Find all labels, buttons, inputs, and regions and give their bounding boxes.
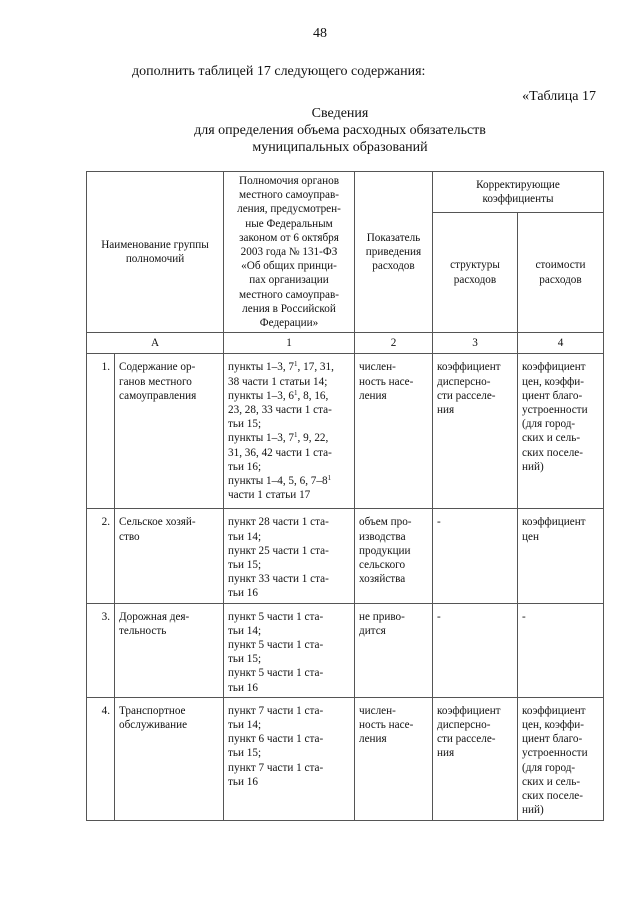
header-group-name — [87, 172, 224, 333]
index-cell: 4 — [518, 333, 604, 354]
text-line: Федерации» — [259, 317, 319, 330]
text-line: (для город- — [522, 761, 576, 774]
text-line: устроенности — [522, 404, 588, 417]
row-structure-coef — [433, 697, 518, 820]
text-line: Полномочия органов — [238, 175, 340, 187]
row-name — [115, 354, 224, 509]
text-line: числен- — [359, 361, 396, 374]
text-line: ления — [359, 389, 387, 402]
row-cost-coef — [518, 697, 604, 820]
text-line: тьи 16 — [228, 681, 258, 694]
text-line: расходов — [372, 260, 415, 273]
text-line: пункт 6 части 1 ста- — [228, 733, 324, 746]
text-line: коэффициент — [522, 516, 586, 529]
text-line: тьи 16 — [228, 587, 258, 600]
text-line: Наименование группы — [101, 238, 209, 251]
table-title — [0, 105, 640, 156]
text-line: дится — [359, 624, 386, 637]
text-line: цен, коэффи- — [522, 375, 585, 388]
text-line: пункт 7 части 1 ста- — [228, 761, 324, 774]
row-structure-coef — [433, 509, 518, 603]
index-cell: 1 — [224, 333, 355, 354]
title-line: для определения объема расходных обязательств — [194, 123, 486, 138]
text-line: обслуживание — [119, 719, 188, 732]
text-line: Транспортное — [119, 704, 186, 717]
text-line: стоимости — [535, 259, 586, 272]
text-line: ления — [359, 733, 387, 746]
text-line: пункт 5 части 1 ста- — [228, 639, 324, 652]
text-line: циент благо- — [522, 733, 583, 746]
text-line: пункт 25 части 1 ста- — [228, 544, 329, 557]
text-line: хозяйства — [359, 573, 406, 586]
text-line: тьи 14; — [228, 624, 262, 637]
header-indicator — [355, 172, 433, 333]
table-reference: «Таблица 17 — [522, 89, 596, 104]
text-line: ления, предусмотрен- — [237, 203, 341, 216]
row-structure-coef — [433, 354, 518, 509]
text-line: законом от 6 октября — [239, 231, 339, 244]
text-line: ганов местного — [119, 375, 192, 388]
index-cell: 2 — [355, 333, 433, 354]
row-cost-coef — [518, 603, 604, 697]
row-name — [115, 509, 224, 603]
text-line: Дорожная дея- — [119, 610, 190, 623]
text-line: ные Федеральным — [245, 217, 333, 230]
text-line: - — [522, 610, 526, 623]
text-line: ность насе- — [359, 719, 414, 732]
text-line: ских и сель- — [522, 432, 581, 445]
text-line: дисперсно- — [437, 375, 491, 388]
text-line: циент благо- — [522, 389, 583, 402]
row-name — [115, 603, 224, 697]
row-indicator — [355, 354, 433, 509]
text-line: ний) — [522, 804, 544, 817]
row-powers — [224, 603, 355, 697]
text-line: тьи 14; — [228, 530, 262, 543]
text-line: тьи 14; — [228, 719, 262, 732]
header-structure — [433, 213, 518, 333]
text-line: тьи 15; — [228, 559, 262, 572]
index-cell: А — [87, 333, 224, 354]
title-line: Сведения — [311, 106, 369, 121]
text-line: не приво- — [359, 610, 405, 623]
text-line: цен, коэффи- — [522, 719, 585, 732]
text-line: тьи 15; — [228, 653, 262, 666]
text-line: ния — [437, 747, 455, 760]
text-line: расходов — [539, 273, 582, 286]
text-line: пункт 5 части 1 ста- — [228, 667, 324, 680]
table-row — [87, 697, 604, 820]
row-name — [115, 697, 224, 820]
header-powers — [224, 172, 355, 333]
text-line: коэффициенты — [482, 193, 554, 205]
row-powers — [224, 509, 355, 603]
text-line: «Об общих принци- — [241, 260, 337, 273]
index-cell: 3 — [433, 333, 518, 354]
text-line: пункт 33 части 1 ста- — [228, 573, 329, 586]
table-row — [87, 603, 604, 697]
row-number: 3. — [87, 603, 115, 697]
text-line: ния — [437, 404, 455, 417]
row-powers — [224, 697, 355, 820]
text-line: тельность — [119, 624, 167, 637]
row-number: 4. — [87, 697, 115, 820]
row-number: 2. — [87, 509, 115, 603]
text-line: самоуправления — [119, 389, 197, 402]
header-cost — [518, 213, 604, 333]
table-row — [87, 354, 604, 509]
header-coefficients — [433, 172, 604, 213]
text-line: коэффициент — [522, 704, 586, 717]
text-line: Сельское хозяй- — [119, 516, 196, 529]
row-number: 1. — [87, 354, 115, 509]
text-line: сти расселе- — [437, 733, 496, 746]
text-line: местного самоуправ- — [239, 189, 339, 202]
text-line: продукции — [359, 544, 411, 557]
text-line: числен- — [359, 704, 396, 717]
text-line: - — [437, 516, 441, 529]
row-indicator — [355, 697, 433, 820]
text-line: коэффициент — [437, 704, 501, 717]
text-line: пах организации — [249, 274, 329, 287]
text-line: расходов — [453, 273, 497, 286]
text-line: коэффициент — [522, 361, 586, 374]
text-line: 2003 года № 131-ФЗ — [240, 246, 338, 259]
text-line: (для город- — [522, 418, 576, 431]
text-line: цен — [522, 530, 539, 543]
text-line: ления в Российской — [242, 302, 336, 315]
row-indicator — [355, 603, 433, 697]
row-cost-coef — [518, 509, 604, 603]
text-line: тьи 15; — [228, 747, 262, 760]
text-line: устроенности — [522, 747, 588, 760]
text-line: пункт 5 части 1 ста- — [228, 610, 324, 623]
text-line: ских поселе- — [522, 446, 583, 459]
text-line: коэффициент — [437, 361, 501, 374]
text-line: Показатель — [366, 231, 421, 244]
text-line: объем про- — [359, 516, 412, 529]
text-line: сельского — [359, 559, 406, 572]
text-line: приведения — [365, 246, 422, 259]
text-line: пункт 28 части 1 ста- — [228, 516, 329, 529]
text-line: Содержание ор- — [119, 361, 196, 374]
page-number: 48 — [313, 26, 327, 41]
table-row — [87, 509, 604, 603]
text-line: ство — [119, 530, 140, 543]
data-table — [86, 171, 604, 821]
intro-text: дополнить таблицей 17 следующего содержания: — [132, 64, 426, 79]
row-powers: пункты 1–3, $7^1$, 17, 31, 38 части 1 статьи 14; пункты 1–3, $6^1$, 8, 16, 23, 28, 33 части 1 ста- тьи 15; пункты 1–3, $7^1$, 9, 22, 31, 36, 42 части 1 ста- тьи 16; пункты 1–4, 5, 6, $7-8^1$ части 1 статьи 17 — [224, 354, 355, 509]
row-structure-coef — [433, 603, 518, 697]
text-line: пункт 7 части 1 ста- — [228, 704, 324, 717]
row-indicator — [355, 509, 433, 603]
text-line: изводства — [359, 530, 406, 543]
text-line: структуры — [450, 259, 500, 272]
text-line: сти расселе- — [437, 389, 496, 402]
text-line: тьи 16 — [228, 775, 258, 788]
text-line: полномочий — [125, 253, 185, 266]
text-line: дисперсно- — [437, 719, 491, 732]
title-line: муниципальных образований — [252, 140, 428, 155]
text-line: Корректирующие — [476, 178, 560, 191]
text-line: ность насе- — [359, 375, 414, 388]
text-line: местного самоуправ- — [239, 288, 339, 301]
row-cost-coef — [518, 354, 604, 509]
text-line: ских и сель- — [522, 775, 581, 788]
text-line: - — [437, 610, 441, 623]
text-line: ских поселе- — [522, 790, 583, 803]
text-line: ний) — [522, 460, 544, 473]
